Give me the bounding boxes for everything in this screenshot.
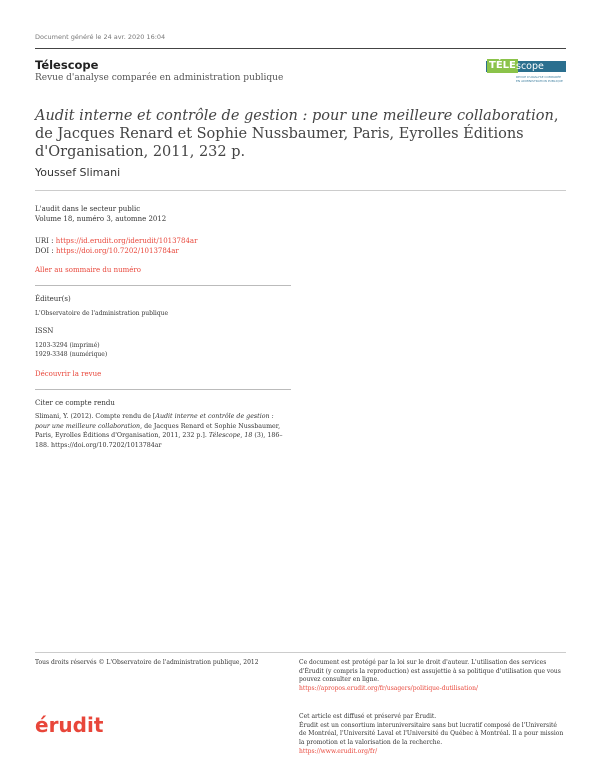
article-title bbox=[35, 107, 565, 161]
rights-statement: Tous droits réservés © L'Observatoire de l'administration publique, 2012 bbox=[35, 659, 259, 666]
erudit-info bbox=[299, 713, 565, 757]
footer-divider bbox=[35, 652, 566, 653]
legal-text: Ce document est protégé par la loi sur le droit d'auteur. L'utilisation des services d'Érudit (y compris la reproduction) est assujettie à sa politique d'utilisation que vous pouvez consulter en ligne. bbox=[299, 659, 561, 684]
issn-print: 1203-3294 (imprimé) bbox=[35, 342, 100, 349]
discover-journal-link[interactable]: Découvrir la revue bbox=[35, 370, 102, 378]
doi-link[interactable]: https://doi.org/10.7202/1013784ar bbox=[55, 247, 179, 255]
mid-divider bbox=[35, 190, 566, 191]
issue-info bbox=[35, 204, 166, 224]
journal-title: Télescope bbox=[35, 58, 99, 72]
issn-values bbox=[35, 341, 107, 359]
erudit-url[interactable]: https://www.erudit.org/fr/ bbox=[299, 747, 378, 755]
doi-line bbox=[35, 246, 197, 256]
erudit-heading: Cet article est diffusé et préservé par Érudit. bbox=[299, 713, 437, 720]
title-italic: Audit interne et contrôle de gestion : pour une meilleure collaboration bbox=[35, 108, 554, 124]
uri-link[interactable]: https://id.erudit.org/iderudit/1013784ar bbox=[55, 237, 198, 245]
erudit-text: Érudit est un consortium interuniversitaire sans but lucratif composé de l'Université de Montréal, l'Université Laval et l'Université du Québec à Montréal. Il a pour mission la promotion et la valorisation de la recherche. bbox=[299, 721, 564, 747]
issn-heading: ISSN bbox=[35, 327, 54, 335]
cite-c: (3), 186–188. https://doi.org/10.7202/1013784ar bbox=[35, 432, 283, 449]
cite-b: , de Jacques Renard et Sophie Nussbaumer, Paris, Eyrolles Éditions d'Organisation, 2011, 232 p.]. bbox=[35, 422, 281, 439]
sommaire-link[interactable]: Aller au sommaire du numéro bbox=[35, 266, 141, 274]
journal-subtitle: Revue d'analyse comparée en administration publique bbox=[35, 73, 284, 83]
uri-line bbox=[35, 236, 197, 246]
cite-italic: Audit interne et contrôle de gestion : pour une meilleure collaboration bbox=[35, 413, 274, 430]
erudit-logo[interactable]: érudit bbox=[35, 713, 104, 737]
top-divider bbox=[35, 48, 566, 49]
legal-url[interactable]: https://apropos.erudit.org/fr/usagers/politique-dutilisation/ bbox=[299, 685, 478, 693]
legal-notice bbox=[299, 659, 565, 694]
citation-text bbox=[35, 412, 290, 450]
section-divider-2 bbox=[35, 389, 291, 390]
issue-volume: Volume 18, numéro 3, automne 2012 bbox=[35, 215, 167, 223]
issn-digital: 1929-3348 (numérique) bbox=[35, 351, 108, 358]
doi-label: DOI : bbox=[35, 247, 56, 255]
publisher-heading: Éditeur(s) bbox=[35, 295, 71, 303]
section-divider-1 bbox=[35, 285, 291, 286]
identifiers bbox=[35, 236, 197, 256]
cite-journal: Télescope, 18 bbox=[208, 432, 253, 439]
logo-scope: scope bbox=[516, 61, 544, 72]
telescope-logo[interactable] bbox=[486, 58, 566, 86]
title-rest: , de Jacques Renard et Sophie Nussbaumer, Paris, Eyrolles Éditions d'Organisation, 2011, 232 p. bbox=[35, 108, 559, 160]
logo-te: TÉLE bbox=[489, 60, 516, 71]
author-name: Youssef Slimani bbox=[35, 166, 121, 179]
generated-date: Document généré le 24 avr. 2020 16:04 bbox=[35, 33, 166, 41]
publisher-name: L'Observatoire de l'administration publique bbox=[35, 310, 169, 317]
logo-tagline: REVUE D'ANALYSE COMPARÉE EN ADMINISTRATION PUBLIQUE bbox=[516, 75, 563, 83]
citation-heading: Citer ce compte rendu bbox=[35, 399, 115, 407]
cite-a: Slimani, Y. (2012). Compte rendu de [ bbox=[35, 413, 156, 420]
uri-label: URI : bbox=[35, 237, 56, 245]
issue-theme: L'audit dans le secteur public bbox=[35, 205, 141, 213]
